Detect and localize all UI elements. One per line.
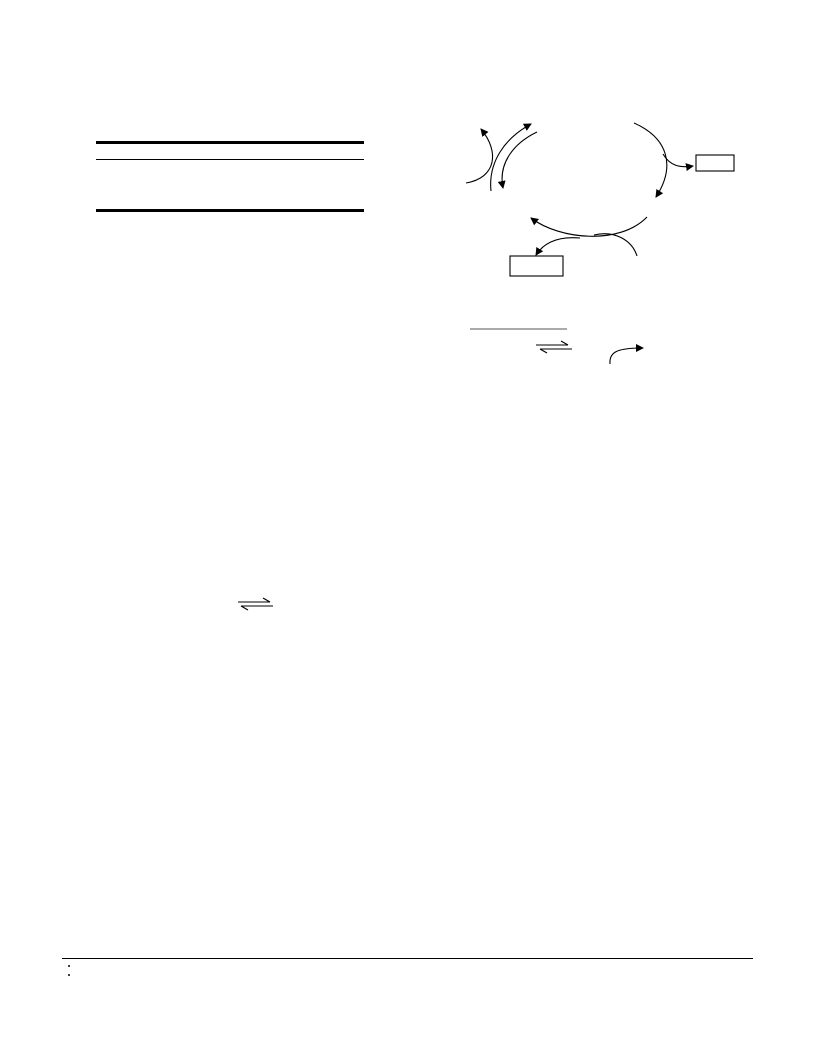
bottom-right-crossing-curve [594,234,637,256]
box-lower-left [510,256,563,276]
curved-reaction-arrow [610,348,643,364]
footnote-marker [68,974,70,976]
right-arc-arrow [634,123,667,197]
box-upper-right [696,155,734,171]
right-branch-arrow [663,154,693,167]
bottom-arc-arrow [531,217,647,236]
equilibrium-arrow-left [238,598,273,610]
footnote-rule [62,958,753,959]
left-curved-arrow-outer [466,129,493,183]
equilibrium-arrow-right [536,341,572,353]
footnote-marker [68,965,70,967]
left-curved-arrow-down [502,132,537,188]
left-curved-arrow-up [491,124,531,191]
bottom-branch-arrow [536,238,580,255]
